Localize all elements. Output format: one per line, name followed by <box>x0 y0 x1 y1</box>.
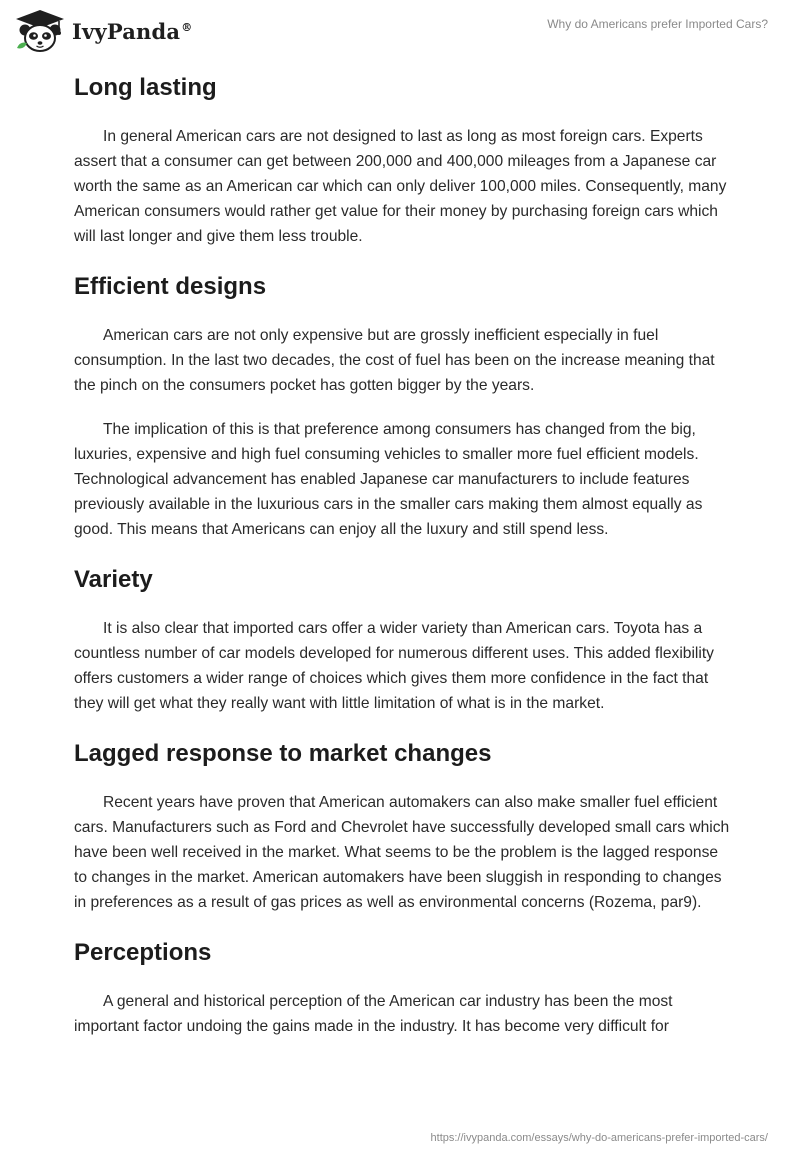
document-title: Why do Americans prefer Imported Cars? <box>547 17 768 31</box>
page-header <box>0 0 800 62</box>
source-url-link[interactable]: https://ivypanda.com/essays/why-do-americans-prefer-imported-cars/ <box>430 1132 768 1144</box>
paragraph: The implication of this is that preference among consumers has changed from the big, luxuries, expensive and high fuel consuming vehicles to smaller more fuel efficient models. Technological advancement has enabled Japanese car manufacturers to include features previously available in the luxurious cars in the smaller cars making them almost equally as good. This means that Americans can enjoy all the luxury and still spend less. <box>74 421 703 538</box>
panda-graduate-icon <box>14 8 66 54</box>
paragraph: A general and historical perception of the American car industry has been the most important factor undoing the gains made in the industry. It has become very difficult for <box>74 993 673 1035</box>
section-heading-lagged-response: Lagged response to market changes <box>74 740 492 767</box>
paragraph: In general American cars are not designed to last as long as most foreign cars. Experts assert that a consumer can get between 200,000 and 400,000 mileages from a Japanese car worth the same as an American car which can only deliver 100,000 miles. Consequently, many American consumers would rather get value for their money by purchasing foreign cars which will last longer and give them less trouble. <box>74 128 727 245</box>
ivypanda-logo[interactable] <box>14 8 192 54</box>
logo-wordmark: IvyPanda® <box>72 18 193 44</box>
essay-content <box>74 70 734 1039</box>
paragraph: American cars are not only expensive but are grossly inefficient especially in fuel consumption. In the last two decades, the cost of fuel has been on the increase meaning that the pinch on the consumers pocket has gotten bigger by the years. <box>74 327 715 394</box>
section-heading-perceptions: Perceptions <box>74 939 212 966</box>
section-heading-efficient-designs: Efficient designs <box>74 273 267 300</box>
paragraph: Recent years have proven that American automakers can also make smaller fuel efficient cars. Manufacturers such as Ford and Chevrolet have successfully developed small cars which have been well received in the market. What seems to be the problem is the lagged response to changes in the market. American automakers have been sluggish in responding to changes in preferences as a result of gas prices as well as environmental concerns (Rozema, par9). <box>74 794 730 911</box>
paragraph: It is also clear that imported cars offer a wider variety than American cars. Toyota has a countless number of car models developed for numerous different uses. This added flexibility offers customers a wider range of choices which gives them more confidence in the fact that they will get what they really want with little limitation of what is in the market. <box>74 620 714 712</box>
section-heading-long-lasting: Long lasting <box>74 74 217 101</box>
section-heading-variety: Variety <box>74 566 153 593</box>
